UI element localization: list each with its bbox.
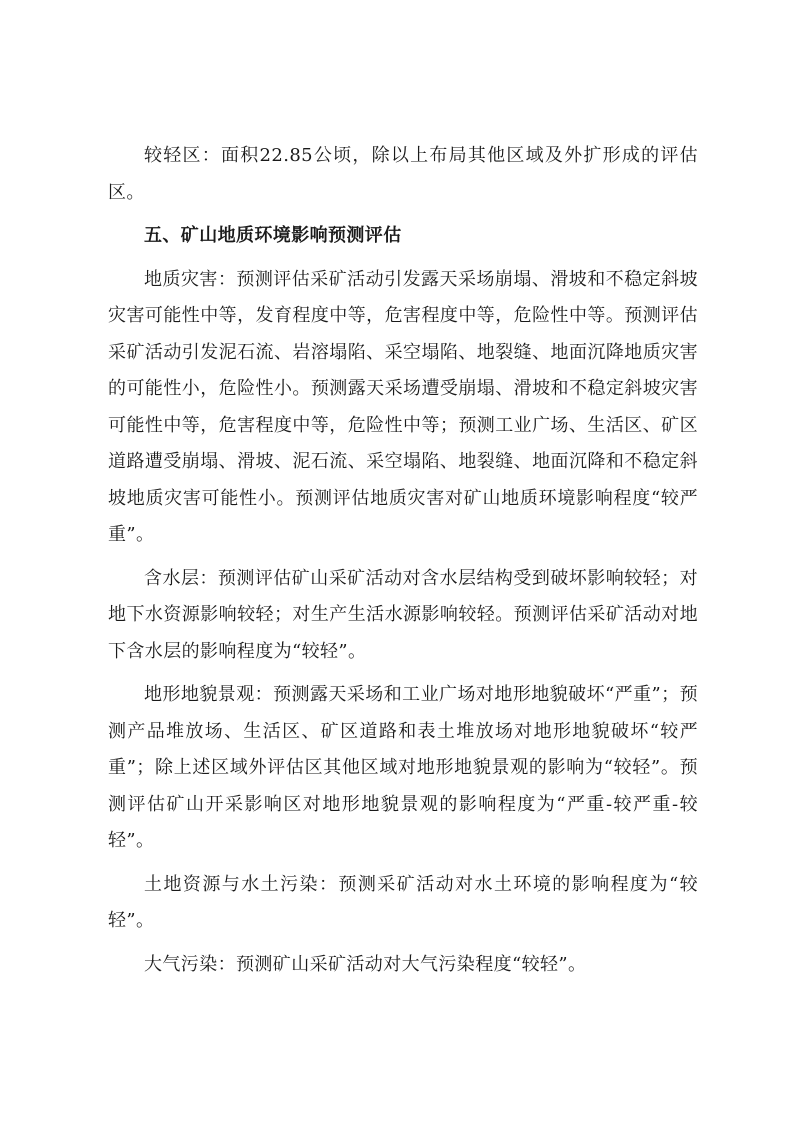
paragraph-land-water-soil-pollution: 土地资源与水土污染：预测采矿活动对水土环境的影响程度为“较轻”。 xyxy=(108,873,698,931)
paragraph-landform-landscape: 地形地貌景观：预测露天采场和工业广场对地形地貌破坏“严重”；预测产品堆放场、生活区、矿区道路和表土堆放场对地形地貌破坏“较严重”；除上述区域外评估区其他区域对地形地貌景观的影响为“较轻”。预测评估矿山开采影响区对地形地貌景观的影响程度为“严重-较严重-较轻”。 xyxy=(108,684,698,851)
paragraph-light-zone: 较轻区：面积22.85公顷，除以上布局其他区域及外扩形成的评估区。 xyxy=(108,145,698,203)
document-body xyxy=(108,138,698,990)
section-heading-impact-prediction: 五、矿山地质环境影响预测评估 xyxy=(144,225,402,246)
paragraph-aquifer: 含水层：预测评估矿山采矿活动对含水层结构受到破坏影响较轻；对地下水资源影响较轻；对生产生活水源影响较轻。预测评估采矿活动对地下含水层的影响程度为“较轻”。 xyxy=(108,567,698,662)
paragraph-geological-hazards: 地质灾害：预测评估采矿活动引发露天采场崩塌、滑坡和不稳定斜坡灾害可能性中等，发育程度中等，危害程度中等，危险性中等。预测评估采矿活动引发泥石流、岩溶塌陷、采空塌陷、地裂缝、地面沉降地质灾害的可能性小，危险性小。预测露天采场遭受崩塌、滑坡和不稳定斜坡灾害可能性中等，危害程度中等，危险性中等；预测工业广场、生活区、矿区道路遭受崩塌、滑坡、泥石流、采空塌陷、地裂缝、地面沉降和不稳定斜坡地质灾害可能性小。预测评估地质灾害对矿山地质环境影响程度“较严重”。 xyxy=(108,268,698,545)
paragraph-air-pollution: 大气污染：预测矿山采矿活动对大气污染程度“较轻”。 xyxy=(144,953,587,975)
